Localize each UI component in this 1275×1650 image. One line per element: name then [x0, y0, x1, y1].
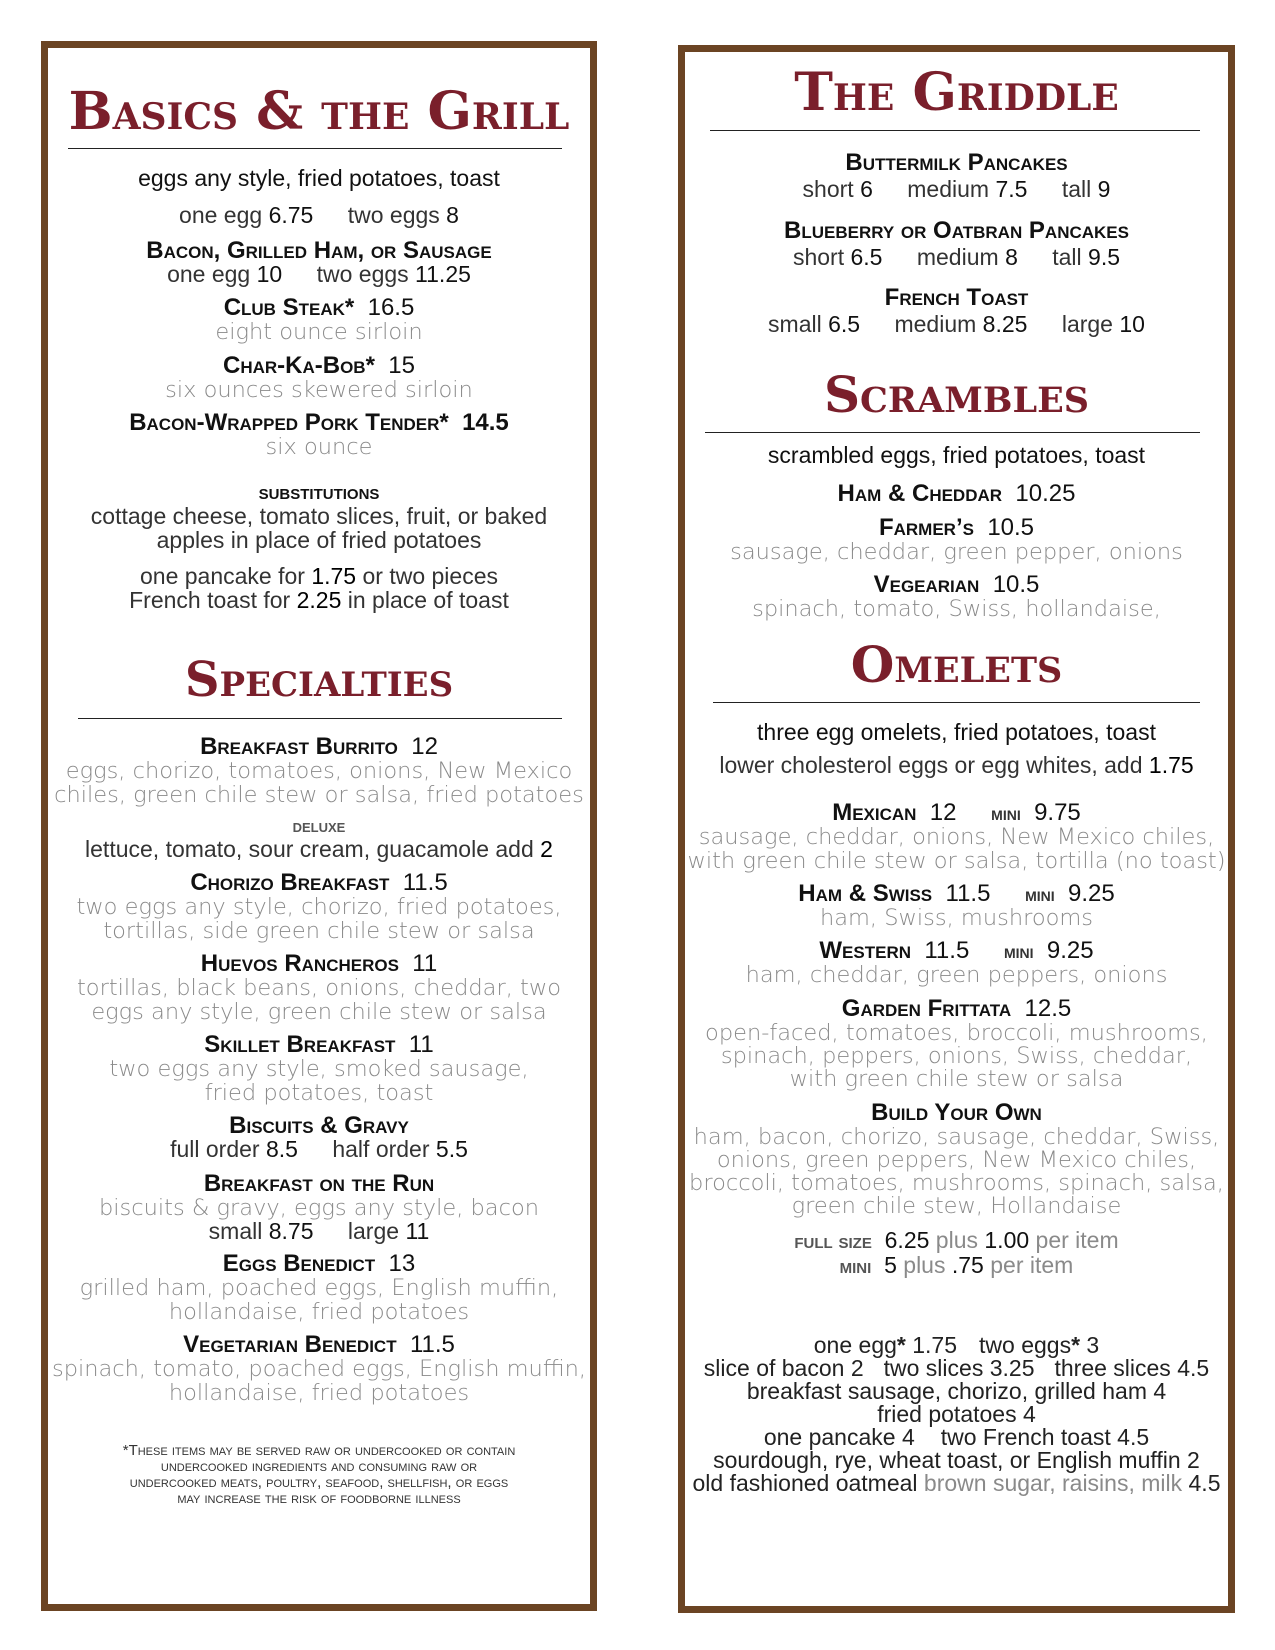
- buttermilk-bp: 7.5: [995, 176, 1028, 202]
- huevos-desc-1: tortillas, black beans, onions, cheddar, two: [76, 975, 561, 1001]
- omelets-title: Omelets: [850, 635, 1063, 694]
- western-name: Western: [819, 937, 912, 964]
- subs-p2a: French toast for: [129, 587, 297, 613]
- basics-eggs-line: [48, 203, 590, 228]
- sides-french: two French toast: [940, 1424, 1118, 1450]
- mexican-name: Mexican: [832, 799, 917, 826]
- buttermilk-b: medium: [907, 176, 990, 202]
- right-menu-panel: [678, 45, 1235, 1613]
- run-small-price: 8.75: [268, 1218, 314, 1244]
- sides-one-egg: one egg: [813, 1332, 897, 1358]
- sides-pancake-price: 4: [901, 1424, 915, 1450]
- left-menu-panel: [41, 41, 597, 1611]
- deluxe-line: [48, 837, 590, 862]
- benedict-name: Eggs Benedict: [222, 1250, 376, 1277]
- sides-two-slices-price: 3.25: [989, 1355, 1035, 1381]
- farmer-price: 10.5: [987, 514, 1035, 541]
- mexican-desc-1: sausage, cheddar, onions, New Mexico chiles,: [698, 824, 1215, 850]
- french-ap: 6.5: [828, 311, 861, 337]
- sides-french-price: 4.5: [1117, 1424, 1150, 1450]
- sides-toast: sourdough, rye, wheat toast, or English muffin: [713, 1447, 1188, 1473]
- full-size-per: 1.00: [984, 1227, 1030, 1253]
- sides-three-slices: three slices: [1054, 1355, 1178, 1381]
- subs-pancake-line: [48, 564, 590, 589]
- sides-two-slices: two slices: [883, 1355, 990, 1381]
- vegearian-price: 10.5: [992, 571, 1040, 598]
- hamswiss-name: Ham & Swiss: [798, 880, 933, 907]
- benedict-desc-2: hollandaise, fried potatoes: [168, 1299, 470, 1325]
- biscuits-full-price: 8.5: [265, 1136, 298, 1162]
- blueberry-name: Blueberry or Oatbran Pancakes: [784, 217, 1129, 244]
- club-steak-name: Club Steak*: [223, 294, 355, 321]
- blueberry-a: short: [792, 244, 845, 270]
- farmer-item: [685, 515, 1228, 541]
- chorizo-price: 11.5: [402, 869, 448, 896]
- omelets-lower-price: 1.75: [1148, 752, 1194, 778]
- hamswiss-desc: ham, Swiss, mushrooms: [819, 905, 1094, 931]
- blueberry-c: tall: [1052, 244, 1082, 270]
- sides-toast-price: 2: [1187, 1447, 1200, 1473]
- hamswiss-mini-label: mini: [1025, 884, 1055, 906]
- run-name: Breakfast on the Run: [203, 1170, 435, 1197]
- vegearian-desc: spinach, tomato, Swiss, hollandaise,: [752, 596, 1161, 622]
- french-c: large: [1061, 311, 1113, 337]
- basics-section-header: [48, 81, 590, 142]
- bacon-prices: [48, 262, 590, 287]
- basics-rule: [68, 148, 562, 149]
- one-egg-label: one egg: [179, 202, 263, 228]
- garden-item: [685, 996, 1228, 1022]
- sides-three-slices-price: 4.5: [1177, 1355, 1210, 1381]
- ham-cheddar-price: 10.25: [1015, 480, 1076, 507]
- sides-meats: breakfast sausage, chorizo, grilled ham: [746, 1378, 1154, 1404]
- footnote-1: *These items may be served raw or undercooked or contain: [122, 1442, 516, 1459]
- buttermilk-cp: 9: [1097, 176, 1111, 202]
- run-small-label: small: [208, 1218, 263, 1244]
- skillet-name: Skillet Breakfast: [204, 1031, 396, 1058]
- buttermilk-ap: 6: [860, 176, 873, 202]
- scrambles-section-header: [685, 365, 1228, 424]
- club-steak-desc: eight ounce sirloin: [215, 319, 423, 345]
- full-size-price: 6.25: [884, 1227, 930, 1253]
- hamswiss-mini-price: 9.25: [1068, 880, 1115, 907]
- footnote-2: undercooked ingredients and consuming raw or: [160, 1458, 478, 1475]
- sides-oatmeal-price: 4.5: [1188, 1470, 1221, 1496]
- sides-one-egg-star: *: [896, 1332, 906, 1358]
- mexican-mini-label: mini: [991, 803, 1021, 825]
- mini-item: per item: [983, 1252, 1074, 1278]
- sides-two-eggs-price: 3: [1080, 1332, 1100, 1358]
- build-desc-2: onions, green peppers, New Mexico chiles,: [716, 1147, 1197, 1173]
- subs-text-1: cottage cheese, tomato slices, fruit, or baked: [90, 503, 548, 529]
- sides-pancake: one pancake: [763, 1424, 902, 1450]
- farmer-desc: sausage, cheddar, green pepper, onions: [730, 539, 1183, 565]
- bacon-item-name: Bacon, Grilled Ham, or Sausage: [146, 237, 492, 264]
- build-desc-4: green chile stew, Hollandaise: [791, 1193, 1122, 1219]
- full-size-line: [685, 1228, 1228, 1254]
- hamswiss-price: 11.5: [945, 880, 991, 907]
- charkabob-desc: six ounces skewered sirloin: [165, 377, 473, 403]
- garden-desc-3: with green chile stew or salsa: [789, 1066, 1124, 1092]
- french-cp: 10: [1119, 311, 1145, 337]
- pork-price: 14.5: [462, 409, 509, 436]
- benedict-item: [48, 1251, 590, 1277]
- sides-potatoes-price: 4: [1022, 1401, 1036, 1427]
- specialties-rule: [78, 718, 562, 719]
- huevos-price: 11: [412, 950, 438, 977]
- chorizo-desc-1: two eggs any style, chorizo, fried potatoes,: [76, 894, 562, 920]
- basics-title: Basics & the Grill: [68, 81, 570, 142]
- build-desc-1: ham, bacon, chorizo, sausage, cheddar, Swiss,: [693, 1124, 1220, 1150]
- deluxe-price: 2: [540, 836, 553, 862]
- specialties-section-header: [48, 652, 590, 708]
- sides-two-eggs: two eggs: [979, 1332, 1072, 1358]
- bacon-one-label: one egg: [167, 261, 251, 287]
- pork-item: [48, 410, 590, 436]
- western-price: 11.5: [924, 937, 970, 964]
- french-b: medium: [894, 311, 977, 337]
- footnote-3: undercooked meats, poultry, seafood, shellfish, or eggs: [129, 1474, 509, 1491]
- ham-cheddar-item: [685, 481, 1228, 507]
- garden-price: 12.5: [1024, 995, 1072, 1022]
- run-prices: [48, 1219, 590, 1244]
- run-large-label: large: [347, 1218, 400, 1244]
- sides-one-egg-price: 1.75: [905, 1332, 958, 1358]
- two-eggs-price: 8: [446, 202, 459, 228]
- club-steak-price: 16.5: [367, 294, 415, 321]
- huevos-item: [48, 951, 590, 977]
- subs-p2b: 2.25: [296, 587, 342, 613]
- mini-line: [685, 1253, 1228, 1279]
- hamswiss-item: [685, 881, 1228, 908]
- scrambles-intro: scrambled eggs, fried potatoes, toast: [767, 442, 1146, 468]
- buttermilk-prices: [685, 177, 1228, 202]
- specialties-title: Specialties: [184, 652, 454, 708]
- two-eggs-label: two eggs: [347, 202, 440, 228]
- griddle-rule: [710, 130, 1200, 131]
- sides-oatmeal: old fashioned oatmeal: [692, 1470, 924, 1496]
- subs-toast-line: [48, 588, 590, 613]
- blueberry-bp: 8: [1005, 244, 1018, 270]
- mexican-item: [685, 800, 1228, 827]
- scrambles-title: Scrambles: [823, 365, 1090, 424]
- chorizo-item: [48, 870, 590, 896]
- chorizo-name: Chorizo Breakfast: [190, 869, 390, 896]
- griddle-title: The Griddle: [794, 62, 1119, 123]
- ham-cheddar-name: Ham & Cheddar: [837, 480, 1003, 507]
- omelets-lower-line: [685, 753, 1228, 778]
- biscuits-full-label: full order: [170, 1136, 260, 1162]
- build-desc-3: broccoli, tomatoes, mushrooms, spinach, salsa,: [689, 1170, 1224, 1196]
- burrito-item: [48, 734, 590, 760]
- french-bp: 8.25: [982, 311, 1028, 337]
- western-mini-price: 9.25: [1046, 937, 1094, 964]
- western-item: [685, 938, 1228, 965]
- buttermilk-name: Buttermilk Pancakes: [845, 149, 1068, 176]
- biscuits-half-label: half order: [332, 1136, 430, 1162]
- benedict-price: 13: [388, 1250, 416, 1277]
- mexican-desc-2: with green chile stew or salsa, tortilla (no toast): [687, 848, 1226, 874]
- vegearian-name: Vegearian: [873, 571, 980, 598]
- pork-desc: six ounce: [265, 434, 373, 460]
- charkabob-item: [48, 353, 590, 379]
- deluxe-label: deluxe: [292, 816, 346, 836]
- mexican-price: 12: [929, 799, 957, 826]
- footnote-4: may increase the risk of foodborne illness: [177, 1490, 461, 1507]
- griddle-section-header: [685, 62, 1228, 123]
- subs-p1c: or two pieces: [356, 563, 498, 589]
- burrito-desc-1: eggs, chorizo, tomatoes, onions, New Mexico: [65, 758, 573, 784]
- bacon-one-price: 10: [256, 261, 283, 287]
- run-large-price: 11: [405, 1218, 430, 1244]
- blueberry-cp: 9.5: [1088, 244, 1121, 270]
- vegbenedict-item: [48, 1332, 590, 1358]
- western-desc: ham, cheddar, green peppers, onions: [745, 962, 1168, 988]
- biscuits-half-price: 5.5: [435, 1136, 468, 1162]
- full-size-plus: plus: [929, 1227, 985, 1253]
- buttermilk-c: tall: [1061, 176, 1092, 202]
- skillet-price: 11: [408, 1031, 434, 1058]
- basics-intro: eggs any style, fried potatoes, toast: [138, 165, 500, 191]
- sides-potatoes: fried potatoes: [877, 1401, 1023, 1427]
- full-size-label: full size: [794, 1230, 872, 1253]
- subs-p2c: in place of toast: [341, 587, 509, 613]
- mini-per: .75: [951, 1252, 984, 1278]
- sides-oatmeal-extras: brown sugar, raisins, milk: [923, 1470, 1189, 1496]
- mini-label: mini: [839, 1255, 872, 1278]
- omelets-rule: [713, 702, 1200, 703]
- vegbenedict-name: Vegetarian Benedict: [183, 1331, 397, 1358]
- substitutions-title: substitutions: [258, 481, 380, 504]
- blueberry-b: medium: [916, 244, 999, 270]
- vegearian-item: [685, 572, 1228, 598]
- french-a: small: [768, 311, 822, 337]
- french-prices: [685, 312, 1228, 337]
- garden-name: Garden Frittata: [841, 995, 1012, 1022]
- one-egg-price: 6.75: [268, 202, 314, 228]
- biscuits-prices: [48, 1137, 590, 1162]
- biscuits-name: Biscuits & Gravy: [229, 1112, 409, 1139]
- full-size-item: per item: [1029, 1227, 1119, 1253]
- burrito-desc-2: chiles, green chile stew or salsa, fried potatoes: [54, 782, 584, 808]
- charkabob-name: Char-Ka-Bob*: [223, 352, 375, 379]
- bacon-two-price: 11.25: [415, 261, 471, 287]
- sides-line-7: [685, 1471, 1228, 1496]
- garden-desc-1: open-faced, tomatoes, broccoli, mushrooms,: [705, 1020, 1208, 1046]
- subs-text-2: apples in place of fried potatoes: [156, 527, 482, 553]
- blueberry-prices: [685, 245, 1228, 270]
- deluxe-text: lettuce, tomato, sour cream, guacamole add: [85, 836, 541, 862]
- farmer-name: Farmer’s: [878, 514, 974, 541]
- vegbenedict-price: 11.5: [409, 1331, 455, 1358]
- run-desc: biscuits & gravy, eggs any style, bacon: [99, 1195, 539, 1221]
- sides-bacon-slice: slice of bacon: [703, 1355, 851, 1381]
- vegbenedict-desc-2: hollandaise, fried potatoes: [168, 1380, 470, 1406]
- skillet-item: [48, 1032, 590, 1058]
- burrito-price: 12: [411, 733, 438, 760]
- scrambles-rule: [705, 432, 1200, 433]
- garden-desc-2: spinach, peppers, onions, Swiss, cheddar,: [720, 1043, 1193, 1069]
- sides-bacon-slice-price: 2: [850, 1355, 864, 1381]
- pork-name: Bacon-Wrapped Pork Tender*: [129, 409, 449, 436]
- bacon-two-label: two eggs: [316, 261, 409, 287]
- huevos-name: Huevos Rancheros: [200, 950, 399, 977]
- buttermilk-a: short: [802, 176, 854, 202]
- blueberry-ap: 6.5: [850, 244, 883, 270]
- mini-plus: plus: [896, 1252, 952, 1278]
- mini-price: 5: [884, 1252, 897, 1278]
- mexican-mini-price: 9.75: [1034, 799, 1081, 826]
- charkabob-price: 15: [388, 352, 415, 379]
- subs-p1a: one pancake for: [139, 563, 312, 589]
- vegbenedict-desc-1: spinach, tomato, poached eggs, English muffin,: [51, 1356, 586, 1382]
- build-name: Build Your Own: [871, 1099, 1042, 1126]
- sides-two-eggs-star: *: [1071, 1332, 1081, 1358]
- french-name: French Toast: [884, 284, 1029, 311]
- omelets-intro: three egg omelets, fried potatoes, toast: [757, 719, 1156, 745]
- western-mini-label: mini: [1003, 941, 1034, 963]
- chorizo-desc-2: tortillas, side green chile stew or salsa: [103, 918, 535, 944]
- burrito-name: Breakfast Burrito: [200, 733, 398, 760]
- skillet-desc-1: two eggs any style, smoked sausage,: [109, 1056, 529, 1082]
- benedict-desc-1: grilled ham, poached eggs, English muffin,: [79, 1275, 559, 1301]
- club-steak-item: [48, 295, 590, 321]
- subs-p1b: 1.75: [311, 563, 357, 589]
- omelets-section-header: [685, 635, 1228, 694]
- huevos-desc-2: eggs any style, green chile stew or salsa: [91, 999, 547, 1025]
- sides-meats-price: 4: [1153, 1378, 1167, 1404]
- omelets-lower-text: lower cholesterol eggs or egg whites, add: [719, 752, 1149, 778]
- skillet-desc-2: fried potatoes, toast: [204, 1080, 434, 1106]
